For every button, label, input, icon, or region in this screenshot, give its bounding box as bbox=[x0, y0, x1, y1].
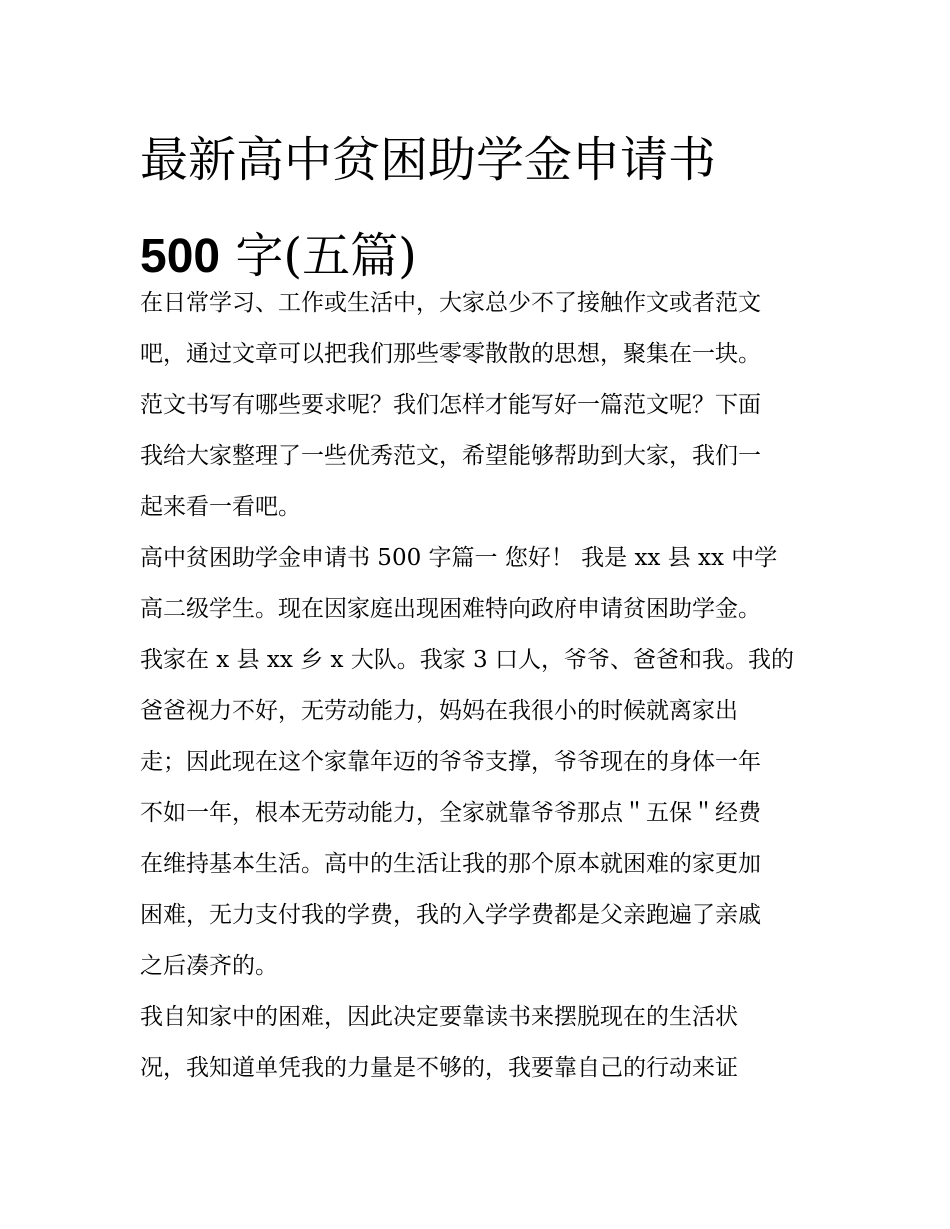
text-line: 况，我知道单凭我的力量是不够的，我要靠自己的行动来证 bbox=[140, 1055, 738, 1081]
text-line: 爸爸视力不好，无劳动能力，妈妈在我很小的时候就离家出 bbox=[140, 698, 738, 724]
text-line: 困难，无力支付我的学费，我的入学学费都是父亲跑遍了亲戚 bbox=[140, 902, 761, 928]
title-number: 500 bbox=[140, 230, 221, 283]
text-line: 不如一年，根本无劳动能力，全家就靠爷爷那点＂五保＂经费 bbox=[140, 800, 761, 826]
text-line: 我家在 x 县 xx 乡 x 大队。我家 3 口人，爷爷、爸爸和我。我的 bbox=[140, 647, 795, 673]
text-line: 高二级学生。现在因家庭出现困难特向政府申请贫困助学金。 bbox=[140, 596, 761, 622]
text-line: 吧，通过文章可以把我们那些零零散散的思想，聚集在一块。 bbox=[140, 341, 761, 367]
text-line: 我给大家整理了一些优秀范文，希望能够帮助到大家，我们一 bbox=[140, 443, 761, 469]
title-suffix: 字(五篇) bbox=[220, 228, 417, 284]
text-line: 范文书写有哪些要求呢？我们怎样才能写好一篇范文呢？下面 bbox=[140, 392, 761, 418]
document-body bbox=[140, 278, 820, 1094]
text-line: 走；因此现在这个家靠年迈的爷爷支撑，爷爷现在的身体一年 bbox=[140, 749, 761, 775]
text-line: 起来看一看吧。 bbox=[140, 494, 301, 520]
text-line: 在日常学习、工作或生活中，大家总少不了接触作文或者范文 bbox=[140, 290, 761, 316]
document-title bbox=[140, 112, 820, 305]
title-line-1: 最新高中贫困助学金申请书 bbox=[140, 132, 717, 188]
text-line: 高中贫困助学金申请书 500 字篇一 您好！ 我是 xx 县 xx 中学 bbox=[140, 545, 778, 571]
text-line: 我自知家中的困难，因此决定要靠读书来摆脱现在的生活状 bbox=[140, 1004, 738, 1030]
text-line: 之后凑齐的。 bbox=[140, 953, 278, 979]
text-line: 在维持基本生活。高中的生活让我的那个原本就困难的家更加 bbox=[140, 851, 761, 877]
